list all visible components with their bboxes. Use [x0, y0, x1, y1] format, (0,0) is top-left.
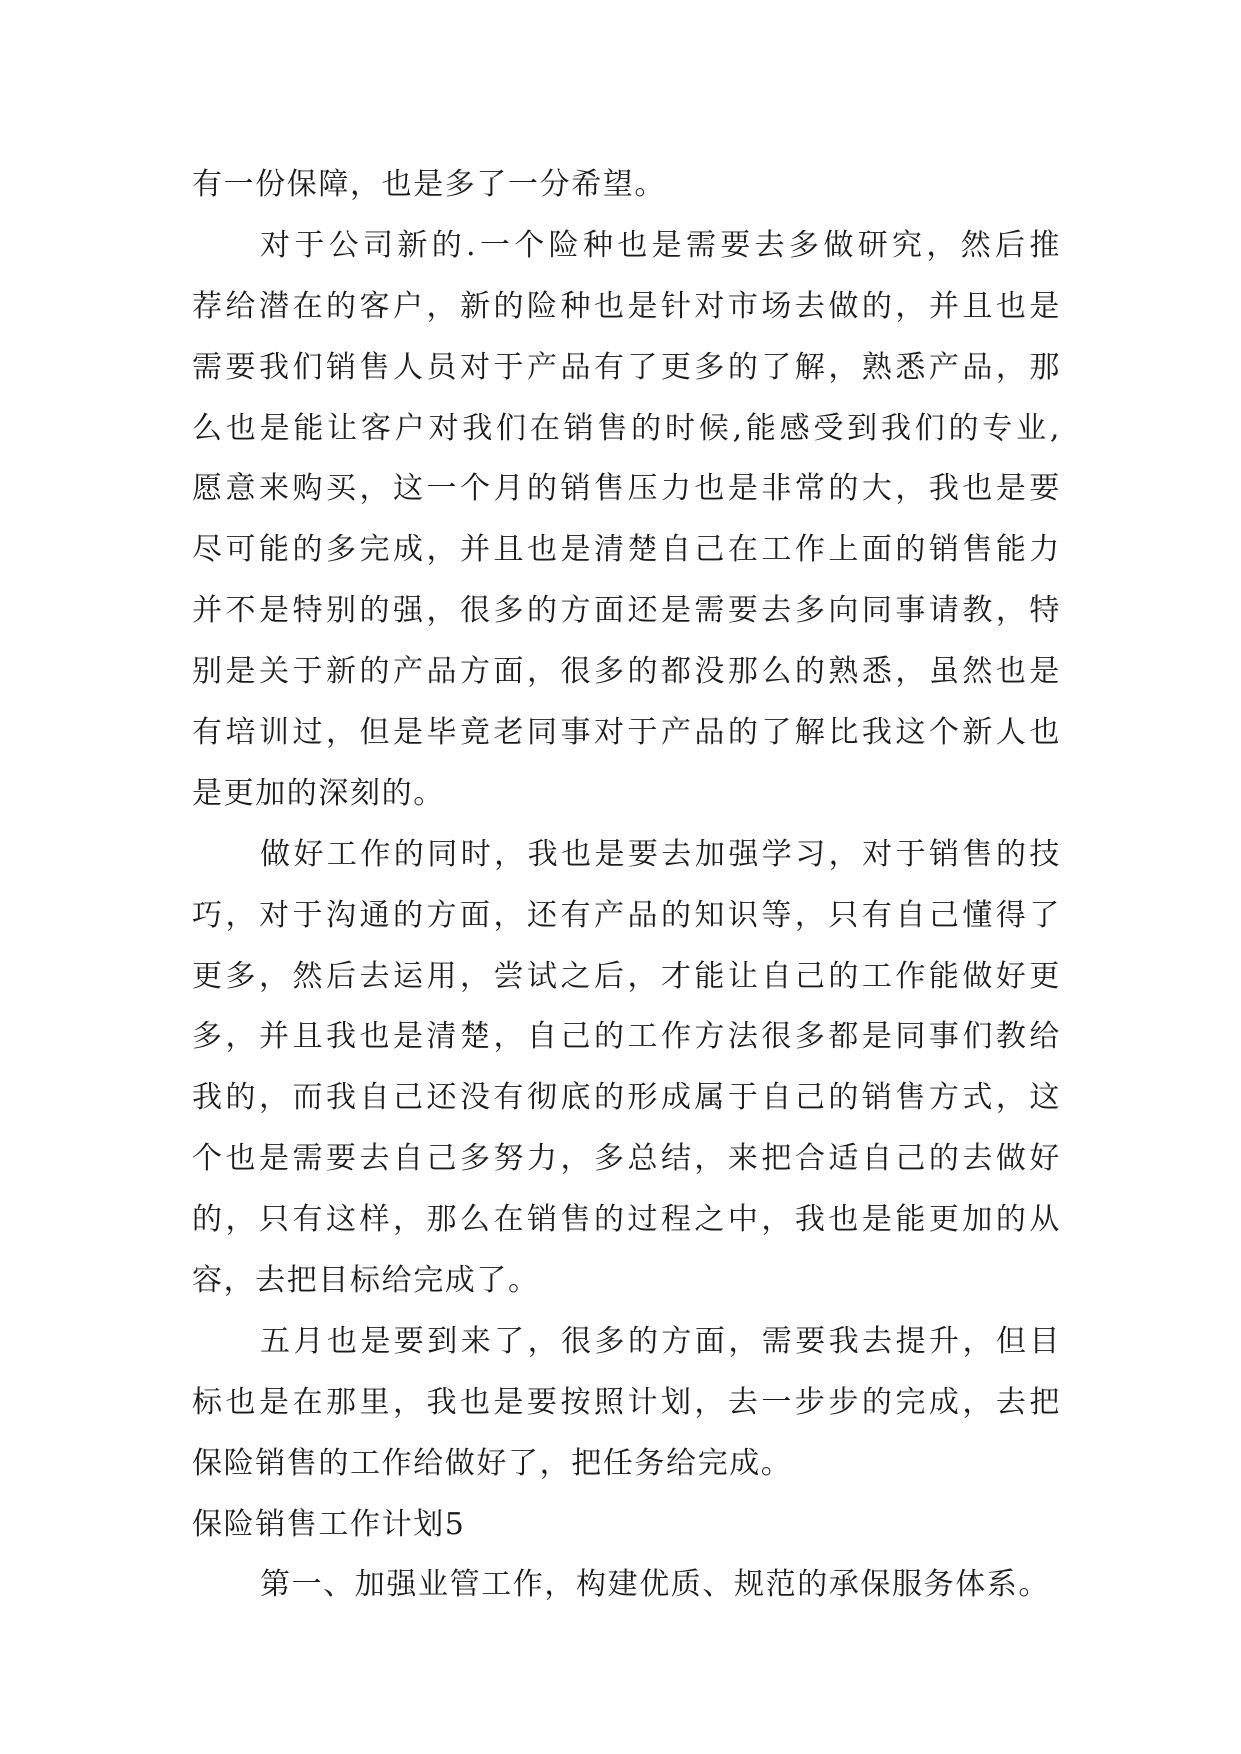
paragraph: [192, 216, 1061, 825]
paragraph-line: 巧，对于沟通的方面，还有产品的知识等，只有自己懂得了: [192, 897, 1061, 933]
paragraph-line: 多，并且我也是清楚，自己的工作方法很多都是同事们教给: [192, 1019, 1061, 1055]
paragraph: [192, 1312, 1061, 1495]
paragraph-line: 是更加的深刻的。: [192, 775, 445, 811]
paragraph-line: 更多，然后去运用，尝试之后，才能让自己的工作能做好更: [192, 958, 1061, 994]
paragraph-line: 尽可能的多完成，并且也是清楚自己在工作上面的销售能力: [192, 532, 1061, 568]
paragraph-line: 别是关于新的产品方面，很多的都没那么的熟悉，虽然也是: [192, 654, 1061, 690]
paragraph-line: 么也是能让客户对我们在销售的时候,能感受到我们的专业,: [192, 410, 1061, 446]
document-body: [192, 155, 1061, 1616]
paragraph: [192, 825, 1061, 1312]
paragraph-line: 有一份保障，也是多了一分希望。: [192, 167, 666, 202]
paragraph-line: 保险销售的工作给做好了，把任务给完成。: [192, 1445, 793, 1481]
paragraph: [192, 1555, 1061, 1616]
paragraph-line: 我的，而我自己还没有彻底的形成属于自己的销售方式，这: [192, 1080, 1061, 1116]
section-heading: [192, 1495, 1061, 1556]
paragraph-line: 并不是特别的强，很多的方面还是需要去多向同事请教，特: [192, 593, 1061, 629]
paragraph-line: 对于公司新的.一个险种也是需要去多做研究，然后推: [260, 227, 1061, 263]
paragraph: [192, 155, 1061, 216]
paragraph-line: 愿意来购买，这一个月的销售压力也是非常的大，我也是要: [192, 471, 1061, 507]
paragraph-line: 标也是在那里，我也是要按照计划，去一步步的完成，去把: [192, 1384, 1061, 1420]
paragraph-line: 做好工作的同时，我也是要去加强学习，对于销售的技: [260, 836, 1061, 872]
paragraph-line: 第一、加强业管工作，构建优质、规范的承保服务体系。: [260, 1567, 1050, 1603]
paragraph-line: 五月也是要到来了，很多的方面，需要我去提升，但目: [260, 1323, 1061, 1359]
paragraph-line: 荐给潜在的客户，新的险种也是针对市场去做的，并且也是: [192, 288, 1061, 324]
paragraph-line: 个也是需要去自己多努力，多总结，来把合适自己的去做好: [192, 1141, 1061, 1177]
paragraph-line: 的，只有这样，那么在销售的过程之中，我也是能更加的从: [192, 1202, 1061, 1238]
paragraph-line: 有培训过，但是毕竟老同事对于产品的了解比我这个新人也: [192, 715, 1061, 751]
paragraph-line: 需要我们销售人员对于产品有了更多的了解，熟悉产品，那: [192, 349, 1061, 385]
paragraph-line: 容，去把目标给完成了。: [192, 1263, 540, 1299]
section-heading-text: 保险销售工作计划5: [192, 1506, 466, 1542]
